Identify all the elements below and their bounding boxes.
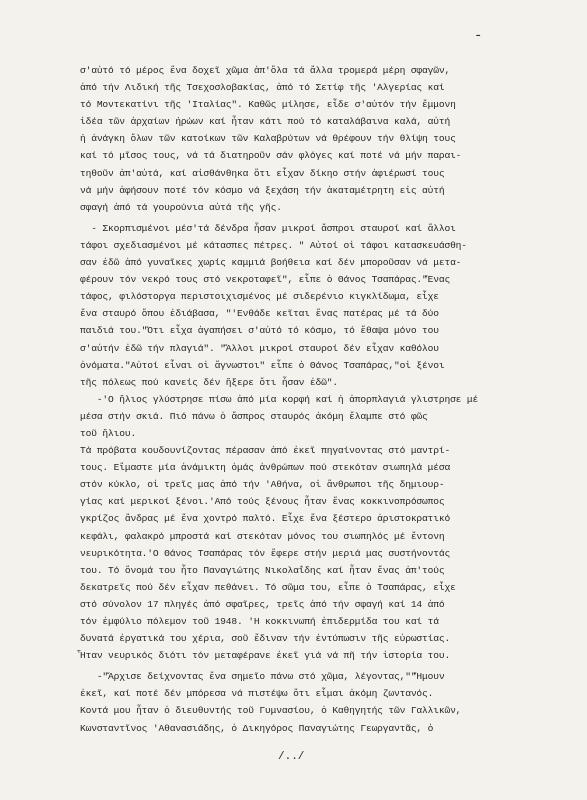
text-line: ὀνόματα."Αὐτοί εἶναι οἱ ἄγνωστοι" εἶπε ὁ Θάνος Τσαπάρας,"οἱ ξένοι (80, 359, 445, 371)
page-continuation-marker: /../ (278, 751, 305, 763)
text-line: σ'αὐτήν ἐδῶ τήν πλαγιά". "Ἄλλοι μικροί σταυροί δέν εἶχαν καθόλου (80, 342, 439, 354)
text-line: ἀπό τήν Λιδική τῆς Τσεχοσλοβακίας, ἀπό τό Σετίφ τῆς 'Αλγερίας καί (80, 82, 445, 94)
text-line: Ἦταν νευρικός διότι τόν μεταφέρανε ἐκεῖ γιά νά πῆ τήν ἱστορία του. (80, 650, 451, 662)
text-line: τό Μοντεκατίνι τῆς 'Ιταλίας". Καθῶς μίλησε, εἶδε σ'αὐτόν τήν ἔμμονη (80, 99, 456, 111)
text-line: μέσα στήν σκιά. Πιό πάνω ὁ ἄσπρος σταυρός ἀκόμη ἔλαμπε στό φῶς (80, 410, 428, 422)
text-line: δυνατά ἐργατικά του χέρια, σοῦ ἔδιναν τήν ἐντύπωσιν τῆς εὐρωστίας. (80, 633, 451, 645)
text-line: -"Ἄρχισε δείχνοντας ἕνα σημεῖο πάνω στό χῶμα, λέγοντας,""Ἤμουν (80, 671, 445, 683)
text-line: ἕνα σταυρό ὅπου ἐδιάβασα, "'Ενθάδε κεῖται ἕνας πατέρας μέ τά δύο (80, 308, 439, 320)
text-line: καί τό μῖσος τους, νά τά διατηροῦν σάν φλόγες καί ποτέ νά μήν παραι- (80, 150, 462, 162)
text-line: στό σύνολον 17 πληγές ἀπό σφαῖρες, τρεῖς ἀπό τήν σφαγή καί 14 ἀπό (80, 598, 445, 610)
text-line: σφαγή ἀπό τά γουρούνια αὐτά τῆς γῆς. (80, 201, 282, 213)
text-line: - Σκορπισμένοι μέσ'τά δένδρα ἦσαν μικροί ἄσπροι σταυροί καί ἄλλοι (80, 222, 456, 234)
text-line: γίας καί μερικοί ξένοι.'Από τούς ξένους ἦταν ἕνας κοκκινοπρόσωπος (80, 496, 445, 508)
text-line: νά μήν ἀφήσουν ποτέ τόν κόσμο νά ξεχάση τήν ἀκαταμέτρητη εἰς αὐτή (80, 184, 445, 196)
text-line: τάφοι σχεδιασμένοι μέ κάτασπες πέτρες. " Αὐτοί οἱ τάφοι κατασκευάσθη- (80, 239, 467, 251)
text-line: γκρίζος ἄνδρας μέ ἕνα χοντρό παλτό. Εἶχε ἕνα ξέστερο ἀριστοκρατικό (80, 513, 451, 525)
paragraph-4 (80, 668, 570, 736)
text-line: σαν ἐδῶ ἀπό γυναῖκες χωρίς καμμιά βοήθεια καί δέν μποροῦσαν νά μετα- (80, 257, 462, 269)
text-line: τηθοῦν ἀπ'αὐτά, καί αἰσθάνθηκα ὅτι εἶχαν δίκηο στήν ἀφιέρωσί τους (80, 167, 445, 179)
text-line: παιδιά του."Ὅτι εἶχα ἀγαπήσει σ'αὐτό τό κόσμο, τό ἔθαψα μόνο του (80, 325, 439, 337)
text-line: τόν ἐμφύλιο πόλεμον τοῦ 1948. 'Η κοκκινωπή ἐπιδερμίδα του καί τά (80, 616, 439, 627)
paragraph-2 (80, 220, 570, 391)
text-line: ἐκεῖ, καί ποτέ δέν μπόρεσα νά πιστέψω ὅτι εἶμαι ἀκόμη ζωντανός. (80, 688, 434, 700)
text-line: -'Ο ἥλιος γλύστρησε πίσω ἀπό μία κορφή καί ἡ ἀπορπλαγιά γλιστρησε μέ (80, 393, 479, 405)
paragraph-1 (80, 62, 570, 216)
text-line: φέρουν τόν νεκρό τους στό νεκροταφεῖ", εἶπε ὁ Θάνος Τσαπάρας."Ἕνας (80, 274, 451, 286)
text-line: τοῦ ἥλιου. (80, 427, 137, 439)
text-line: Κοντά μου ἦταν ὁ διευθυντής τοῦ Γυμνασίου, ὁ Καθηγητής τῶν Γαλλικῶν, (80, 705, 462, 717)
text-line: σ'αὐτό τό μέρος ἕνα δοχεῖ χῶμα ἀπ'ὅλα τά ἄλλα τρομερά μέρη σφαγῶν, (80, 65, 451, 76)
text-line: δεκατρεῖς πού δέν εἶχαν πεθάνει. Τό σῶμα του, εἶπε ὁ Τσαπάρας, εἶχε (80, 581, 456, 593)
text-line: Κωνσταντῖνος 'Αθανασιάδης, ὁ Δικηγόρος Παναγιώτης Γεωργαντᾶς, ὁ (80, 722, 434, 734)
paragraph-3 (80, 391, 570, 665)
text-line: τῆς πόλεως πού κανείς δέν ἤξερε ὅτι ἦσαν ἐδῶ". (80, 376, 338, 388)
top-dash-mark: - (474, 28, 483, 44)
text-line: ἰδέα τῶν ἀρχαίων ἡρώων καί ἦταν κάτι πού τό καταλάβαινα καλά, αὐτή (80, 116, 451, 128)
text-line: τάφος, φιλόστοργα περιστοιχισμένος μέ σιδερένιο κιγκλίδωμα, εἶχε (80, 291, 439, 303)
text-line: τους. Εἴμαστε μία ἀνάμικτη ὁμάς ἀνθρώπων πού στεκόταν σιωπηλά μέσα (80, 462, 451, 474)
text-line: Τά πρόβατα κουδουνίζοντας πέρασαν ἀπό ἐκεῖ πηγαίνοντας στό μαντρί- (80, 445, 451, 457)
text-line: στόν κύκλο, οἱ τρεῖς μας ἀπό τήν 'Αθήνα, οἱ ἄνθρωποι τῆς δημιουρ- (80, 479, 445, 491)
page-body-text (80, 62, 570, 737)
text-line: κεφάλι, φαλακρό μπροστά καί στεκόταν μόνος του σιωπηλός μέ ἔντονη (80, 530, 445, 542)
text-line: νευρικότητα.'Ο Θάνος Τσαπάρας τόν ἔφερε στήν μεριά μας συστήνοντάς (80, 547, 451, 559)
text-line: του. Τό ὄνομά του ἦτο Παναγιώτης Νικολαΐδης καί ἦταν ἕνας ἀπ'τούς (80, 564, 445, 576)
text-line: ἡ ἀνάγκη ὅλων τῶν κατοίκων τῶν Καλαβρύτων νά θρέφουν τήν θλίψη τους (80, 133, 456, 145)
